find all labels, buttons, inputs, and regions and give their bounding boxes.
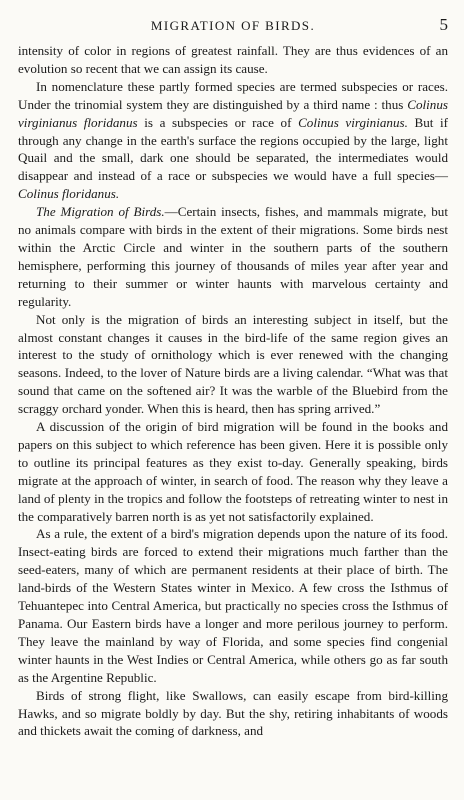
paragraph-1: intensity of color in regions of greatest rainfall. They are thus evidences of an evolution so recent that we can assign its cause.	[18, 43, 448, 76]
paragraph-4: Not only is the migration of birds an interesting subject in itself, but the almost constant changes it causes in the bird-life of the same region gives an interest to the study of ornithology which is ever renewed with the changing seasons. Indeed, to the lover of Nature birds are a living calendar. “What was that sound that came on the softened air? It was the warble of the Bluebird from the scraggy orchard yonder. When this is heard, then has spring arrived.”	[18, 311, 448, 417]
section-heading: The Migration of Birds.	[36, 204, 165, 220]
paragraph-5: A discussion of the origin of bird migration will be found in the books and papers on this subject to which reference has been given. Here it is possible only to outline its principal features as they exist to-day. Generally speaking, birds migrate at the approach of winter, in search of food. The reason why they leave a land of plenty in the tropics and follow the footsteps of retreating winter to nest in the comparatively barren north is as yet not satisfactorily explained.	[18, 419, 448, 524]
p2-species-name-1: Colinus virginianus floridanus	[18, 96, 448, 130]
page-number: 5	[439, 15, 448, 34]
running-title: MIGRATION OF BIRDS.	[150, 18, 316, 33]
page-header	[18, 14, 448, 42]
p2-species-name-2: Colinus virginianus.	[298, 114, 408, 130]
p3-body: —Certain insects, fishes, and mammals migrate, but no animals compare with birds in the extent of their migrations. Some birds nest within the Arctic Circle and winter in the southern parts of the southern hemisphere, performing this journey of thousands of miles year after year and returning to their summer or winter haunts with marvelous certainty and regularity.	[18, 204, 448, 309]
paragraph-2	[18, 78, 448, 203]
paragraph-3	[18, 203, 448, 310]
p2-text-e: But if through any change in the earth's surface the regions occupied by the large, light Quail and the small, dark one should be separated, the intermediates would disappear and instead of a race or subspecies we would have a full species—	[18, 114, 448, 184]
paragraph-7: Birds of strong flight, like Swallows, can easily escape from bird-killing Hawks, and so migrate boldly by day. But the shy, retiring inhabitants of woods and thickets await the coming of darkness, and	[18, 687, 448, 739]
page-body	[18, 42, 448, 740]
p2-species-name-3: Colinus floridanus.	[18, 186, 120, 202]
paragraph-6: As a rule, the extent of a bird's migration depends upon the nature of its food. Insect-eating birds are forced to extend their migrations much farther than the seed-eaters, many of which are permanent residents at their place of birth. The land-birds of the Western States winter in Mexico. A few cross the Isthmus of Tehuantepec into Central America, but practically no species cross the Isthmus of Panama. Our Eastern birds have a longer and more perilous journey to perform. They leave the mainland by way of Florida, and some species find congenial winter haunts in the West Indies or Central America, while others go as far south as the Argentine Republic.	[18, 526, 448, 685]
p2-text-a: In nomenclature these partly formed species are termed subspecies or races. Under the trinomial system they are distinguished by a third name : thus	[18, 78, 448, 112]
p2-text-c: is a subspecies or race of	[137, 114, 299, 130]
